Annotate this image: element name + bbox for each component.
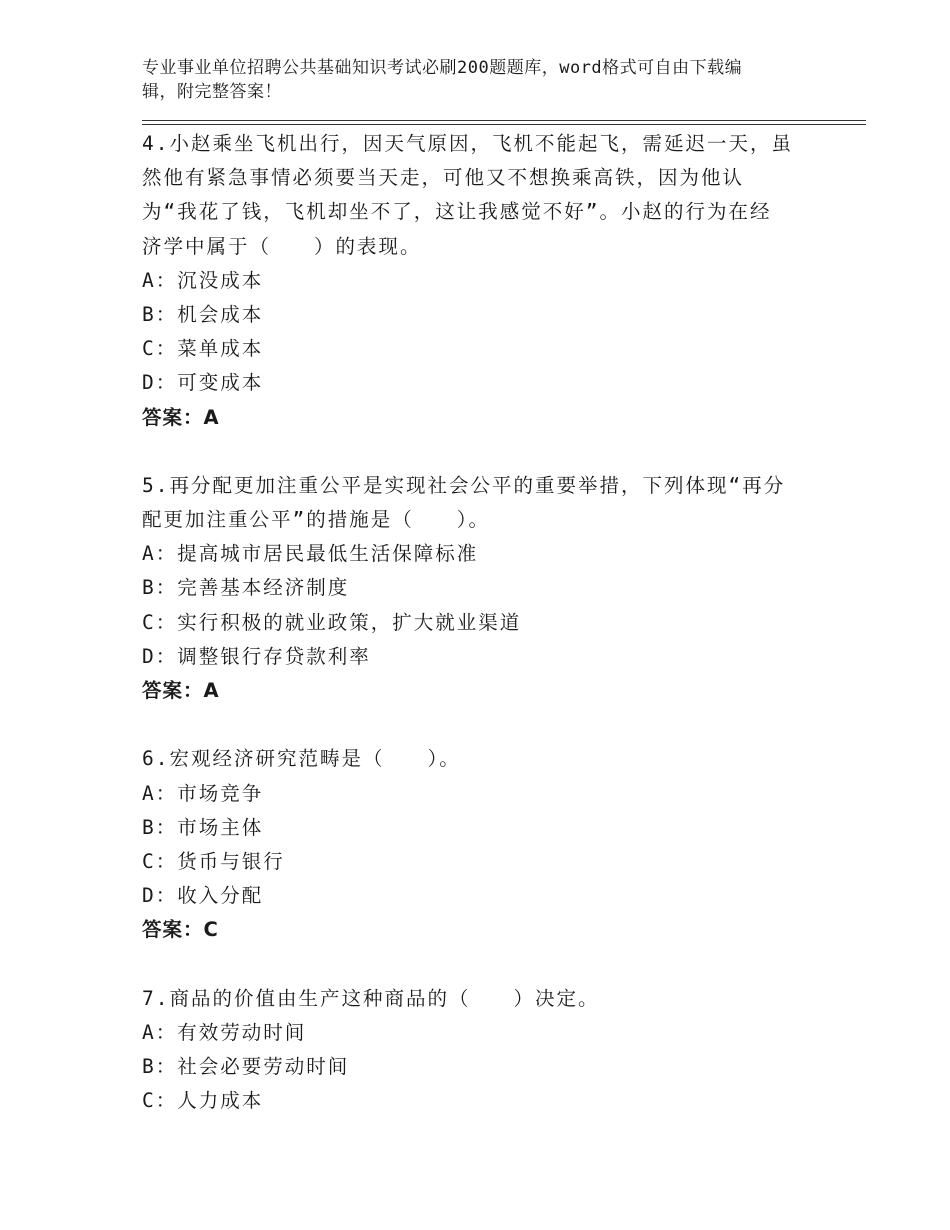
question-4 (142, 127, 832, 435)
answer-label: 答案：A (142, 679, 220, 702)
question-stem-line: 7.商品的价值由生产这种商品的（ ）决定。 (142, 986, 600, 1010)
option-a: A：市场竞争 (142, 781, 264, 805)
question-5 (142, 469, 832, 708)
option-d: D：收入分配 (142, 884, 264, 908)
option-c: C：实行积极的就业政策，扩大就业渠道 (142, 610, 522, 634)
question-stem-line: 济学中属于（ ）的表现。 (142, 234, 422, 258)
header-line-1: 专业事业单位招聘公共基础知识考试必刷200题题库，word格式可自由下载编 (142, 58, 743, 78)
option-b: B：社会必要劳动时间 (142, 1055, 350, 1079)
question-7 (142, 982, 832, 1119)
question-stem-line: 4.小赵乘坐飞机出行，因天气原因，飞机不能起飞，需延迟一天，虽 (142, 132, 793, 155)
question-list (142, 127, 832, 1118)
question-6 (142, 742, 832, 947)
question-stem-line: 配更加注重公平”的措施是（ ）。 (142, 508, 490, 532)
option-a: A：有效劳动时间 (142, 1020, 307, 1044)
option-c: C：菜单成本 (142, 337, 264, 361)
option-c: C：货币与银行 (142, 849, 285, 873)
option-c: C：人力成本 (142, 1089, 264, 1113)
question-stem-line: 6.宏观经济研究范畴是（ ）。 (142, 747, 461, 771)
header-line-2: 辑，附完整答案！ (142, 82, 282, 102)
spacer (142, 708, 832, 742)
option-a: A：提高城市居民最低生活保障标准 (142, 542, 479, 566)
question-stem-line: 为“我花了钱，飞机却坐不了，这让我感觉不好”。小赵的行为在经 (142, 200, 772, 224)
option-b: B：市场主体 (142, 815, 264, 839)
option-b: B：机会成本 (142, 302, 264, 326)
option-d: D：可变成本 (142, 371, 264, 395)
option-b: B：完善基本经济制度 (142, 576, 350, 600)
spacer (142, 435, 832, 469)
answer-label: 答案：A (142, 405, 220, 429)
header-divider-top (142, 120, 866, 121)
option-a: A：沉没成本 (142, 268, 264, 292)
answer-label: 答案：C (142, 918, 219, 942)
question-stem-line: 5.再分配更加注重公平是实现社会公平的重要举措，下列体现“再分 (142, 473, 786, 497)
spacer (142, 948, 832, 982)
question-stem-line: 然他有紧急事情必须要当天走，可他又不想换乘高铁，因为他认 (142, 166, 745, 190)
document-header (142, 56, 822, 104)
header-divider-bottom (142, 124, 866, 125)
option-d: D：调整银行存贷款利率 (142, 644, 371, 668)
